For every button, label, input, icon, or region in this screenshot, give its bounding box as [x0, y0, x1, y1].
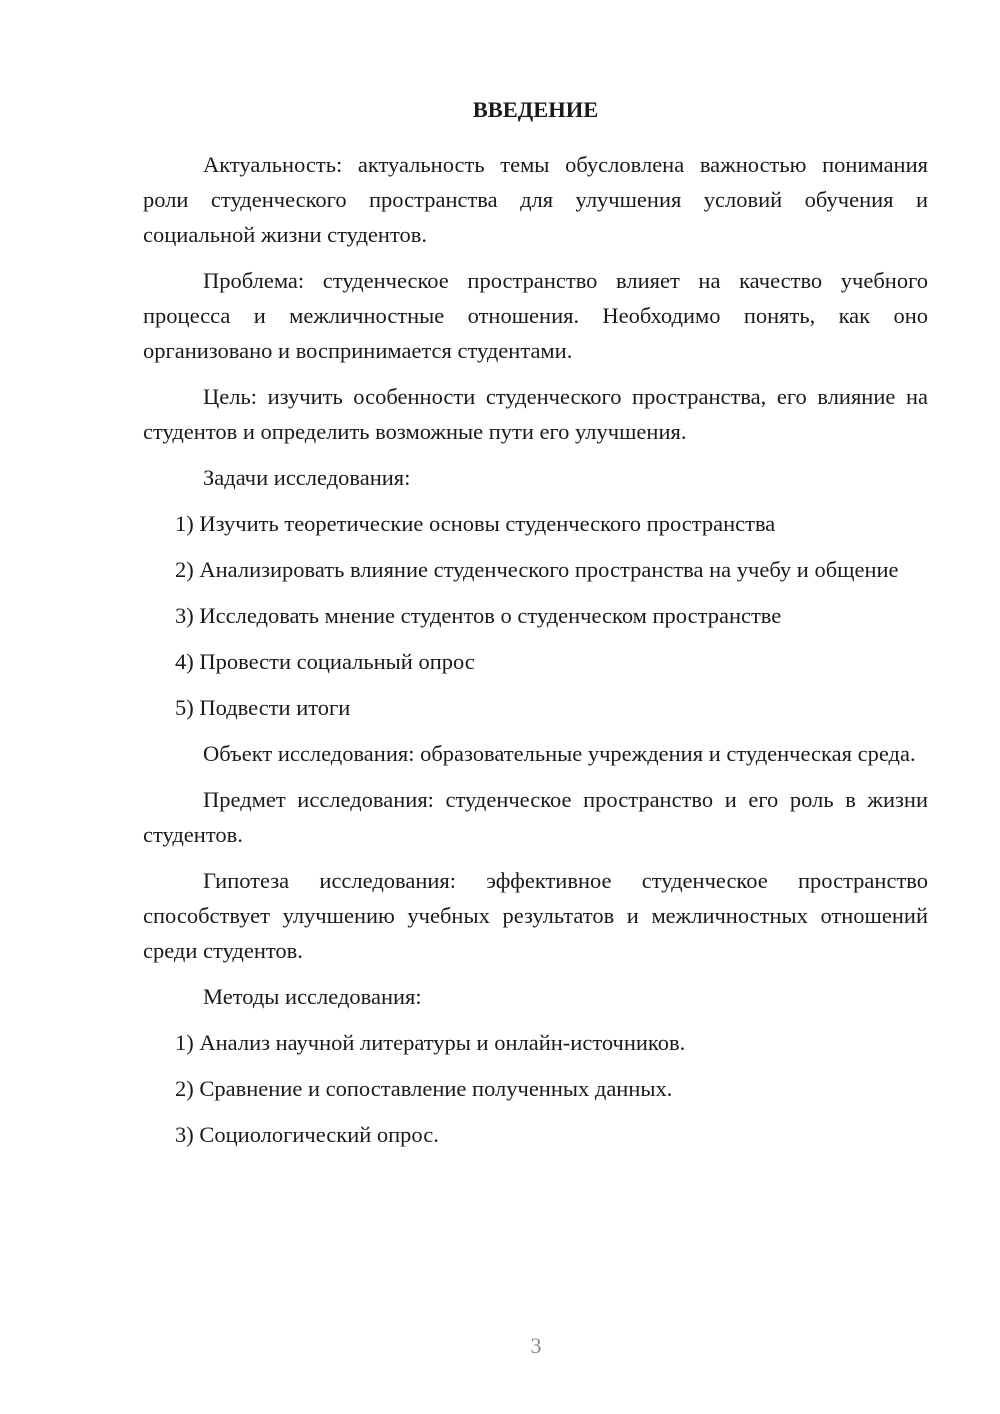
method-item: 3) Социологический опрос. — [175, 1122, 439, 1147]
tasks-heading: Задачи исследования: — [203, 465, 411, 490]
method-item: 2) Сравнение и сопоставление полученных данных. — [175, 1076, 673, 1101]
document-page — [143, 92, 928, 1163]
task-item: 1) Изучить теоретические основы студенческого пространства — [175, 511, 776, 536]
page-number: 3 — [530, 1333, 542, 1358]
task-item: 5) Подвести итоги — [175, 695, 351, 720]
task-item: 2) Анализировать влияние студенческого пространства на учебу и общение — [175, 557, 899, 582]
document-title: ВВЕДЕНИЕ — [472, 97, 599, 122]
problem-paragraph: Проблема: студенческое пространство влияет на качество учебного процесса и межличностные отношения. Необходимо понять, как оно организовано и воспринимается студентами. — [143, 268, 928, 363]
method-item: 1) Анализ научной литературы и онлайн-источников. — [175, 1030, 686, 1055]
task-item: 3) Исследовать мнение студентов о студенческом пространстве — [175, 603, 782, 628]
relevance-paragraph: Актуальность: актуальность темы обусловлена важностью понимания роли студенческого пространства для улучшения условий обучения и социальной жизни студентов. — [143, 152, 928, 247]
task-item: 4) Провести социальный опрос — [175, 649, 475, 674]
methods-heading: Методы исследования: — [203, 984, 422, 1009]
object-paragraph: Объект исследования: образовательные учреждения и студенческая среда. — [203, 741, 916, 766]
hypothesis-paragraph: Гипотеза исследования: эффективное студенческое пространство способствует улучшению учебных результатов и межличностных отношений среди студентов. — [143, 868, 928, 963]
goal-paragraph: Цель: изучить особенности студенческого пространства, его влияние на студентов и определить возможные пути его улучшения. — [143, 384, 928, 444]
subject-paragraph: Предмет исследования: студенческое пространство и его роль в жизни студентов. — [143, 787, 928, 847]
